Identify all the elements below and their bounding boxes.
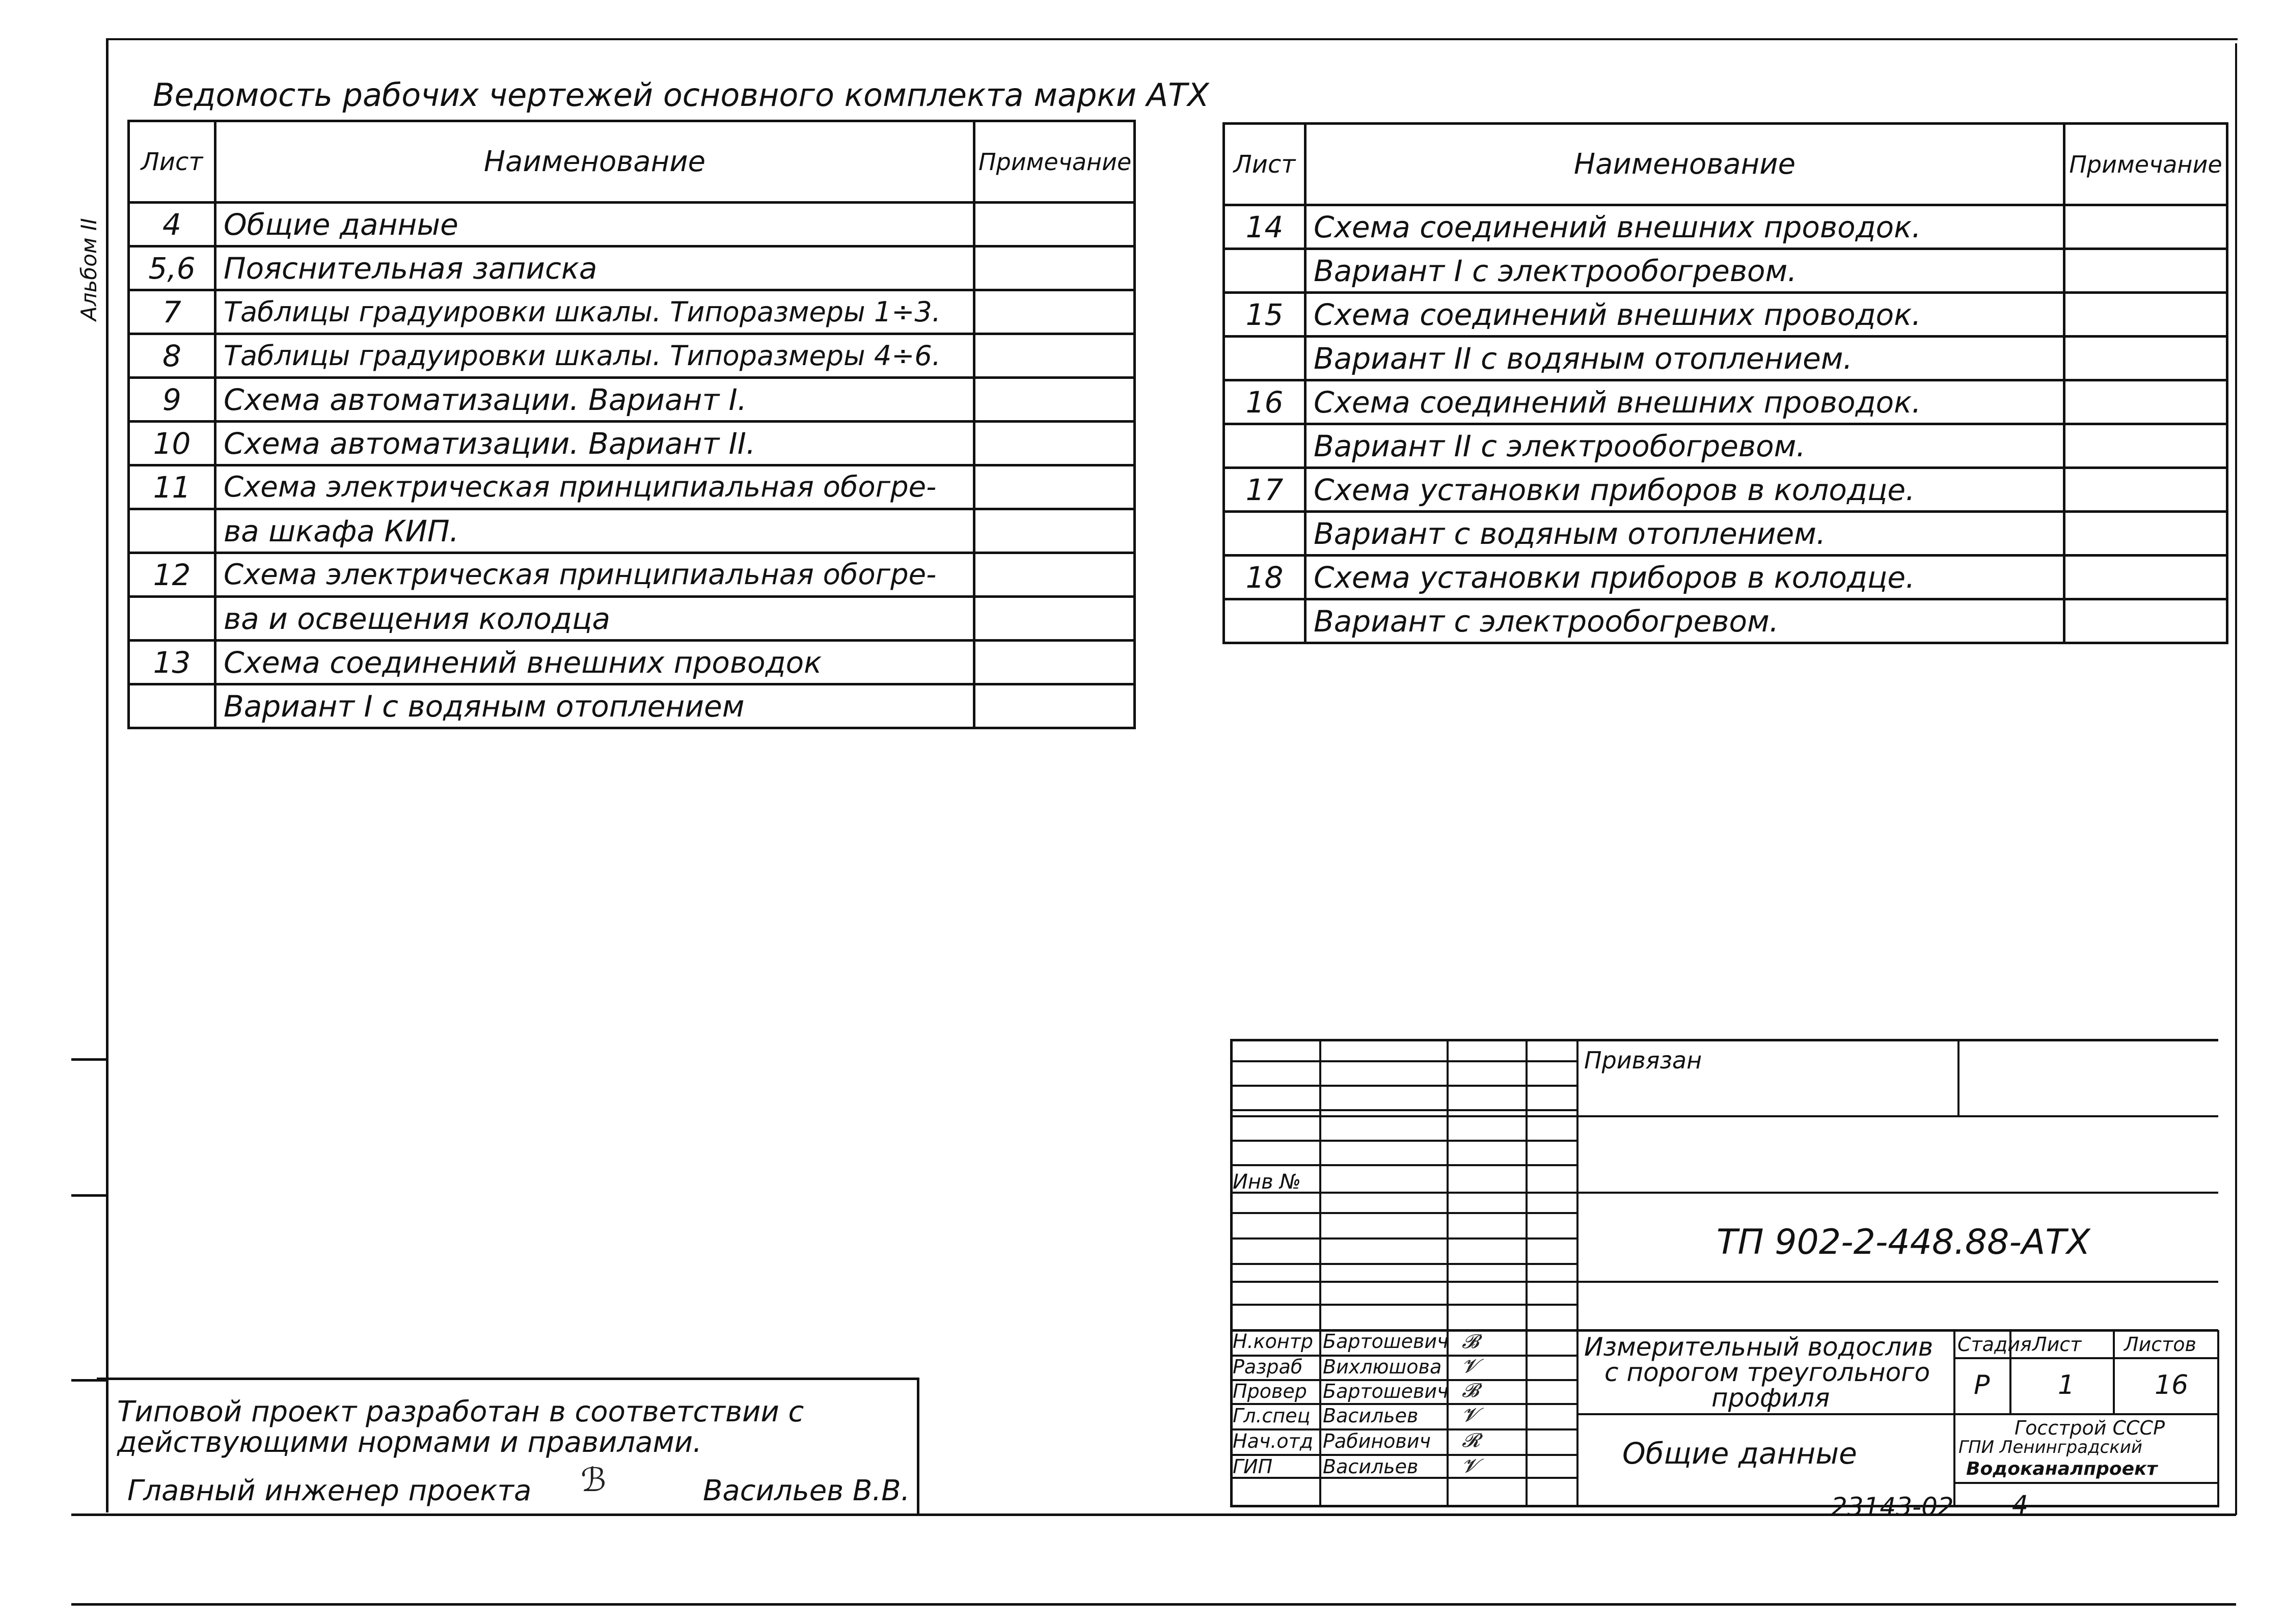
org-line-1: Госстрой СССР [2015, 1417, 2165, 1439]
row-sheet: 17 [1224, 468, 1305, 512]
tb-bottom-line [1230, 1505, 2218, 1507]
person-name: Рабинович [1323, 1430, 1431, 1452]
object-title-line-1: Измерительный водослив [1584, 1332, 1934, 1362]
chief-engineer-label: Главный инженер проекта [127, 1474, 532, 1507]
row-sheet: 4 [129, 203, 215, 246]
row-note [2064, 599, 2227, 643]
signature-mark: 𝓡 [1462, 1429, 1480, 1451]
table-row [129, 465, 1135, 509]
archive-sheet: 4 [2012, 1490, 2028, 1520]
chief-engineer-name: Васильев В.В. [703, 1474, 910, 1507]
row-sheet: 14 [1224, 205, 1305, 249]
row-note [974, 597, 1135, 641]
tb-row-line [1230, 1212, 1576, 1214]
stage-value: Р [1974, 1370, 1990, 1400]
row-name: Вариант II с электрообогревом. [1305, 424, 2064, 468]
row-note [2064, 468, 2227, 512]
object-title-line-2: с порогом треугольного [1604, 1358, 1930, 1387]
row-note [2064, 556, 2227, 599]
row-name: Схема соединений внешних проводок. [1305, 205, 2064, 249]
row-name: Схема автоматизации. Вариант II. [215, 422, 974, 465]
row-sheet: 16 [1224, 380, 1305, 424]
row-sheet: 15 [1224, 293, 1305, 337]
signature-mark: 𝓥 [1462, 1355, 1478, 1377]
row-name: Схема электрическая принципиальная обогре- [215, 553, 974, 597]
role-label: Нач.отд [1233, 1430, 1314, 1452]
tb-top-line [1230, 1039, 2218, 1041]
tb-row-line [1230, 1109, 1576, 1111]
row-name: Вариант с водяным отоплением. [1305, 512, 2064, 556]
frame-left-line [106, 38, 108, 1512]
row-sheet [1224, 424, 1305, 468]
sheet-value: 1 [2058, 1370, 2075, 1400]
object-title-line-3: профиля [1711, 1383, 1830, 1413]
table-header-row [129, 121, 1135, 203]
role-label: Н.контр [1233, 1330, 1313, 1353]
sheet-label: Лист [2032, 1333, 2082, 1356]
row-note [2064, 512, 2227, 556]
stage-label: Стадия [1957, 1333, 2032, 1356]
row-name: Схема установки приборов в колодце. [1305, 468, 2064, 512]
table-row [129, 422, 1135, 465]
row-sheet: 8 [129, 334, 215, 378]
row-name: Таблицы градуировки шкалы. Типоразмеры 4÷6. [215, 334, 974, 378]
document-code: ТП 902-2-448.88-АТХ [1717, 1222, 2090, 1262]
margin-tick [71, 1194, 107, 1197]
row-sheet [1224, 337, 1305, 380]
row-note [974, 334, 1135, 378]
table-row [1224, 337, 2227, 380]
table-row [1224, 249, 2227, 293]
header-sheet: Лист [1224, 124, 1305, 205]
row-sheet: 5,6 [129, 246, 215, 290]
row-note [974, 246, 1135, 290]
sheet-title: Общие данные [1622, 1436, 1857, 1471]
signature-mark: 𝓑 [1462, 1330, 1479, 1353]
row-name: Вариант II с водяным отоплением. [1305, 337, 2064, 380]
table-row [129, 553, 1135, 597]
table-row [1224, 380, 2227, 424]
row-name: Общие данные [215, 203, 974, 246]
row-note [974, 684, 1135, 728]
table-row [1224, 293, 2227, 337]
row-note [2064, 380, 2227, 424]
header-name: Наименование [215, 121, 974, 203]
tb-col-line [2113, 1330, 2115, 1414]
tb-row-line [1230, 1085, 1576, 1087]
row-sheet: 9 [129, 378, 215, 422]
sheets-label: Листов [2124, 1333, 2196, 1356]
tb-row-line [1576, 1413, 2218, 1415]
row-note [974, 203, 1135, 246]
table-row [1224, 468, 2227, 512]
table-row [129, 509, 1135, 553]
drawings-table-right [1222, 122, 2228, 644]
row-note [2064, 293, 2227, 337]
table-header-row [1224, 124, 2227, 205]
person-name: Бартошевич [1323, 1330, 1449, 1353]
row-name: ва и освещения колодца [215, 597, 974, 641]
header-note: Примечание [974, 121, 1135, 203]
inventory-number-label: Инв № [1233, 1170, 1301, 1194]
row-note [974, 422, 1135, 465]
tb-row-line [1230, 1237, 1576, 1240]
tb-row-line [1230, 1192, 2218, 1194]
tb-row-line [1230, 1140, 1576, 1142]
drawings-table-left [127, 120, 1136, 729]
row-name: Вариант I с электрообогревом. [1305, 249, 2064, 293]
tb-row-line [1230, 1281, 2218, 1283]
row-sheet: 13 [129, 641, 215, 684]
table-row [1224, 556, 2227, 599]
row-note [974, 465, 1135, 509]
header-note: Примечание [2064, 124, 2227, 205]
signature-mark: 𝓑 [1462, 1379, 1479, 1401]
row-sheet: 10 [129, 422, 215, 465]
header-sheet: Лист [129, 121, 215, 203]
row-name: Схема установки приборов в колодце. [1305, 556, 2064, 599]
person-name: Бартошевич [1323, 1380, 1449, 1402]
chief-signature: ℬ [581, 1462, 607, 1499]
row-name: Таблицы градуировки шкалы. Типоразмеры 1÷3. [215, 290, 974, 334]
frame-right-line [2235, 43, 2237, 1515]
tb-row-line [1230, 1263, 1576, 1265]
person-name: Вихлюшова [1323, 1356, 1442, 1378]
row-name: Вариант I с водяным отоплением [215, 684, 974, 728]
row-name: Схема соединений внешних проводок [215, 641, 974, 684]
table-row [1224, 512, 2227, 556]
tb-row-line [1230, 1060, 1576, 1062]
table-row [129, 641, 1135, 684]
row-note [974, 290, 1135, 334]
row-sheet: 11 [129, 465, 215, 509]
table-row [129, 246, 1135, 290]
archive-number: 23143-02 [1831, 1492, 1954, 1522]
row-sheet [1224, 249, 1305, 293]
person-name: Васильев [1323, 1405, 1419, 1427]
tb-row-line [1230, 1304, 1576, 1306]
table-row [129, 684, 1135, 728]
note-line-1: Типовой проект разработан в соответствии с [117, 1395, 804, 1428]
role-label: ГИП [1233, 1455, 1273, 1478]
row-name: Схема соединений внешних проводок. [1305, 380, 2064, 424]
row-name: Схема электрическая принципиальная обогре- [215, 465, 974, 509]
header-name: Наименование [1305, 124, 2064, 205]
row-sheet: 18 [1224, 556, 1305, 599]
table-row [1224, 205, 2227, 249]
table-row [1224, 424, 2227, 468]
privyazan-label: Привязан [1584, 1047, 1702, 1074]
role-label: Провер [1233, 1380, 1307, 1402]
table-row [129, 597, 1135, 641]
row-name: Схема автоматизации. Вариант I. [215, 378, 974, 422]
role-label: Разраб [1233, 1356, 1303, 1378]
row-note [974, 641, 1135, 684]
row-sheet [129, 509, 215, 553]
frame-top-line [106, 38, 2238, 40]
tb-col-line [1576, 1039, 1579, 1507]
row-note [2064, 249, 2227, 293]
table-row [129, 334, 1135, 378]
signature-mark: 𝓥 [1462, 1403, 1478, 1426]
org-line-3: Водоканалпроект [1966, 1458, 2158, 1479]
row-note [2064, 424, 2227, 468]
album-label-text: Альбом II [76, 218, 101, 321]
row-note [974, 553, 1135, 597]
row-note [2064, 205, 2227, 249]
org-line-2: ГПИ Ленинградский [1958, 1437, 2143, 1457]
row-sheet [129, 597, 215, 641]
row-note [974, 378, 1135, 422]
row-sheet [1224, 599, 1305, 643]
row-name: ва шкафа КИП. [215, 509, 974, 553]
table-row [1224, 599, 2227, 643]
row-sheet: 7 [129, 290, 215, 334]
tb-row-line [1230, 1164, 1576, 1166]
outer-bottom-line [71, 1603, 2236, 1606]
sheets-value: 16 [2155, 1370, 2189, 1400]
signature-mark: 𝓥 [1462, 1454, 1478, 1477]
note-line-2: действующими нормами и правилами. [117, 1426, 702, 1459]
table-row [129, 290, 1135, 334]
row-sheet [129, 684, 215, 728]
statement-title: Ведомость рабочих чертежей основного комплекта марки АТХ [153, 76, 1209, 114]
table-row [129, 378, 1135, 422]
row-name: Схема соединений внешних проводок. [1305, 293, 2064, 337]
margin-tick [71, 1058, 107, 1061]
table-row [129, 203, 1135, 246]
row-note [2064, 337, 2227, 380]
role-label: Гл.спец [1233, 1405, 1311, 1427]
tb-col-line [1957, 1039, 1960, 1115]
tb-row-line [1953, 1357, 2218, 1359]
tb-row-line [1953, 1482, 2218, 1484]
row-name: Пояснительная записка [215, 246, 974, 290]
person-name: Васильев [1323, 1455, 1419, 1478]
row-sheet [1224, 512, 1305, 556]
tb-row-line [1230, 1115, 2218, 1117]
row-name: Вариант с электрообогревом. [1305, 599, 2064, 643]
row-sheet: 12 [129, 553, 215, 597]
row-note [974, 509, 1135, 553]
